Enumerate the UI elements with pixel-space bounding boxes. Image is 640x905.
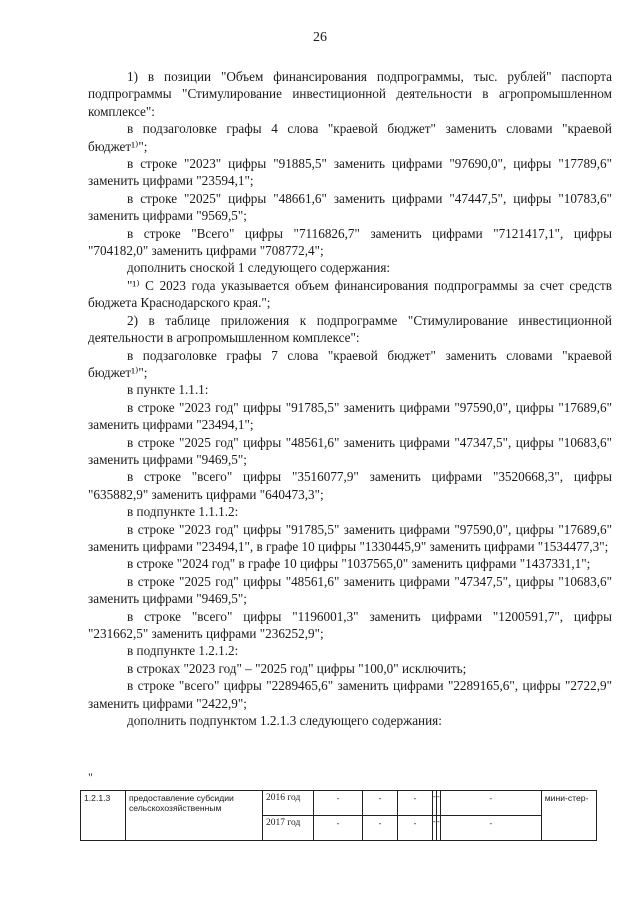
paragraph: в строке "2025 год" цифры "48561,6" заменить цифрами "47347,5", цифры "10683,6" заменить цифрами "9469,5"; — [88, 573, 612, 607]
value-cell: - — [363, 791, 398, 816]
value-cell: - — [363, 816, 398, 841]
paragraph: в строке "2024 год" в графе 10 цифры "1037565,0" заменить цифрами "1437331,1"; — [127, 556, 591, 572]
value-cell: - — [398, 791, 433, 816]
paragraph: в строке "Всего" цифры "7116826,7" заменить цифрами "7121417,1", цифры "704182,0" заменить цифрами "708772,4"; — [88, 225, 612, 259]
paragraph: в подпункте 1.1.1.2: — [127, 504, 239, 520]
paragraph: в подпункте 1.2.1.2: — [127, 643, 239, 659]
item-number-cell: 1.2.1.3 — [81, 791, 126, 841]
paragraph: в строке "2023 год" цифры "91785,5" заменить цифрами "97590,0", цифры "17689,6" заменить цифрами "23494,1"; — [88, 399, 612, 433]
paragraph: в строке "всего" цифры "3516077,9" заменить цифрами "3520668,3", цифры "635882,9" заменить цифрами "640473,3"; — [88, 469, 612, 502]
value-cell: - — [398, 816, 433, 841]
opening-quote: " — [88, 770, 93, 784]
value-cell: - — [436, 816, 440, 841]
paragraph: в строке "2023 год" цифры "91785,5" заменить цифрами "97590,0", цифры "17689,6" заменить цифрами "23494,1", в графе 10 цифры "1330445,9" заменить цифрами "1534477,3"; — [88, 521, 612, 554]
paragraph: дополнить сноской 1 следующего содержания: — [127, 260, 391, 276]
paragraph: в строках "2023 год" – "2025 год" цифры "100,0" исключить; — [127, 660, 467, 676]
footnote-text: "¹⁾ С 2023 года указывается объем финансирования подпрограммы за счет средств бюджета Краснодарского края."; — [88, 277, 612, 311]
subprogram-table — [80, 790, 597, 841]
paragraph: в строке "2025" цифры "48661,6" заменить цифрами "47447,5", цифры "10783,6" заменить цифрами "9569,5"; — [88, 190, 612, 224]
paragraph: в строке "всего" цифры "1196001,3" заменить цифрами "1200591,7", цифры "231662,5" заменить цифрами "236252,9"; — [88, 608, 612, 641]
paragraph: в строке "2023" цифры "91885,5" заменить цифрами "97690,0", цифры "17789,6" заменить цифрами "23594,1"; — [88, 156, 612, 189]
paragraph: дополнить подпунктом 1.2.1.3 следующего содержания: — [127, 713, 442, 729]
value-cell: - — [433, 816, 437, 841]
value-cell: - — [436, 791, 440, 816]
paragraph: в пункте 1.1.1: — [127, 382, 209, 398]
value-cell: - — [433, 791, 437, 816]
year-cell: 2016 год — [263, 791, 314, 816]
paragraph: 1) в позиции "Объем финансирования подпрограммы, тыс. рублей" паспорта подпрограммы "Стимулирование инвестиционной деятельности в агропромышленном комплексе": — [88, 69, 612, 119]
value-cell: - — [440, 816, 541, 841]
value-cell: - — [314, 791, 363, 816]
amendment-text — [88, 68, 612, 729]
year-cell: 2017 год — [263, 816, 314, 841]
value-cell: - — [440, 791, 541, 816]
paragraph: 2) в таблице приложения к подпрограмме "Стимулирование инвестиционной деятельности в агропромышленном комплексе": — [88, 312, 612, 346]
paragraph: в строке "всего" цифры "2289465,6" заменить цифрами "2289165,6", цифры "2722,9" заменить цифрами "2422,9"; — [88, 678, 612, 711]
paragraph: в подзаголовке графы 4 слова "краевой бюджет" заменить словами "краевой бюджет¹⁾"; — [88, 121, 612, 154]
value-cell: - — [314, 816, 363, 841]
item-name-cell: предоставление субсидии сельскохозяйственным — [126, 791, 263, 841]
executor-cell: мини-стер- — [541, 791, 596, 841]
paragraph: в строке "2025 год" цифры "48561,6" заменить цифрами "47347,5", цифры "10683,6" заменить цифрами "9469,5"; — [88, 434, 612, 467]
table-row — [81, 791, 597, 816]
page-number: 26 — [313, 30, 327, 45]
paragraph: в подзаголовке графы 7 слова "краевой бюджет" заменить словами "краевой бюджет¹⁾"; — [88, 347, 612, 380]
